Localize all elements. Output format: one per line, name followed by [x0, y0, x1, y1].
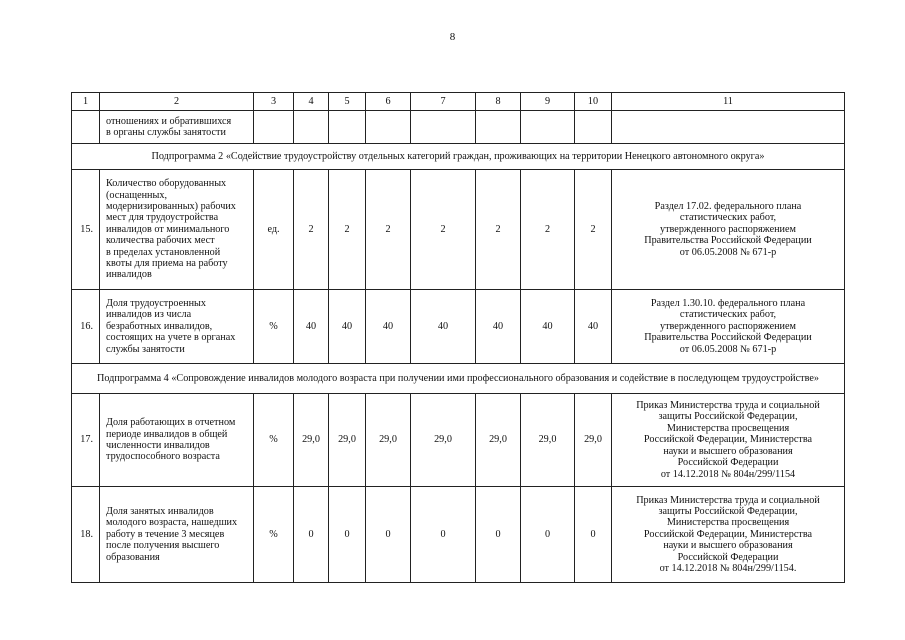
- value-cell: 0: [476, 487, 521, 583]
- value-cell: 29,0: [521, 394, 575, 487]
- value-cell: 0: [411, 487, 476, 583]
- table-row: [72, 290, 845, 364]
- row-number: 18.: [72, 487, 100, 583]
- section-row: [72, 144, 845, 170]
- row-number: 17.: [72, 394, 100, 487]
- value-cell: 0: [575, 487, 612, 583]
- row-number: 15.: [72, 170, 100, 290]
- table-row-continued: [72, 111, 845, 144]
- value-cell: 2: [411, 170, 476, 290]
- value-cell: 40: [476, 290, 521, 364]
- value-cell: 40: [521, 290, 575, 364]
- header-cell: 9: [521, 93, 575, 111]
- unit-cell: ед.: [254, 170, 294, 290]
- value-cell: 2: [329, 170, 366, 290]
- subprogram-4-title: Подпрограмма 4 «Сопровождение инвалидов молодого возраста при получении ими профессионального образования и содействие в последующем трудоустройстве»: [72, 364, 845, 394]
- header-cell: 11: [612, 93, 845, 111]
- value-cell: 40: [575, 290, 612, 364]
- unit-cell: %: [254, 394, 294, 487]
- source-cell: Раздел 17.02. федерального плана статистических работ, утвержденного распоряжением Правительства Российской Федерации от 06.05.2008 № 671-р: [612, 170, 845, 290]
- value-cell: 0: [294, 487, 329, 583]
- header-cell: 2: [100, 93, 254, 111]
- header-cell: 8: [476, 93, 521, 111]
- header-cell: 10: [575, 93, 612, 111]
- value-cell: 0: [366, 487, 411, 583]
- value-cell: 2: [575, 170, 612, 290]
- page-number: 8: [449, 31, 456, 43]
- value-cell: 29,0: [575, 394, 612, 487]
- value-cell: 29,0: [411, 394, 476, 487]
- subprogram-2-title: Подпрограмма 2 «Содействие трудоустройству отдельных категорий граждан, проживающих на территории Ненецкого автономного округа»: [72, 144, 845, 170]
- source-cell: Приказ Министерства труда и социальной защиты Российской Федерации, Министерства просвещения Российской Федерации, Министерства науки и высшего образования Российской Федерации от 14.12.2018 № 804н/299/1154.: [612, 487, 845, 583]
- indicator-name: Доля трудоустроенных инвалидов из числа безработных инвалидов, состоящих на учете в органах службы занятости: [100, 290, 254, 364]
- value-cell: 2: [366, 170, 411, 290]
- indicators-table: [71, 92, 845, 583]
- indicator-name: отношениях и обратившихся в органы службы занятости: [100, 111, 254, 144]
- header-cell: 7: [411, 93, 476, 111]
- value-cell: 0: [521, 487, 575, 583]
- header-cell: 6: [366, 93, 411, 111]
- value-cell: 40: [411, 290, 476, 364]
- unit-cell: %: [254, 290, 294, 364]
- header-cell: 4: [294, 93, 329, 111]
- value-cell: 29,0: [294, 394, 329, 487]
- value-cell: 0: [329, 487, 366, 583]
- source-cell: Раздел 1.30.10. федерального плана статистических работ, утвержденного распоряжением Правительства Российской Федерации от 06.05.2008 № 671-р: [612, 290, 845, 364]
- table-row: [72, 487, 845, 583]
- unit-cell: %: [254, 487, 294, 583]
- value-cell: 29,0: [366, 394, 411, 487]
- value-cell: 29,0: [329, 394, 366, 487]
- value-cell: 40: [366, 290, 411, 364]
- value-cell: 2: [476, 170, 521, 290]
- indicator-name: Количество оборудованных (оснащенных, модернизированных) рабочих мест для трудоустройства инвалидов от минимального количества рабочих мест в пределах установленной квоты для приема на работу инвалидов: [100, 170, 254, 290]
- header-cell: 1: [72, 93, 100, 111]
- row-number: 16.: [72, 290, 100, 364]
- table-row: [72, 170, 845, 290]
- source-cell: Приказ Министерства труда и социальной защиты Российской Федерации, Министерства просвещения Российской Федерации, Министерства науки и высшего образования Российской Федерации от 14.12.2018 № 804н/299/1154: [612, 394, 845, 487]
- header-cell: 3: [254, 93, 294, 111]
- value-cell: 29,0: [476, 394, 521, 487]
- indicator-name: Доля занятых инвалидов молодого возраста, нашедших работу в течение 3 месяцев после получения высшего образования: [100, 487, 254, 583]
- value-cell: 2: [294, 170, 329, 290]
- value-cell: 40: [329, 290, 366, 364]
- value-cell: 2: [521, 170, 575, 290]
- table-row: [72, 394, 845, 487]
- header-cell: 5: [329, 93, 366, 111]
- indicator-name: Доля работающих в отчетном периоде инвалидов в общей численности инвалидов трудоспособного возраста: [100, 394, 254, 487]
- header-row: [72, 93, 845, 111]
- section-row: [72, 364, 845, 394]
- value-cell: 40: [294, 290, 329, 364]
